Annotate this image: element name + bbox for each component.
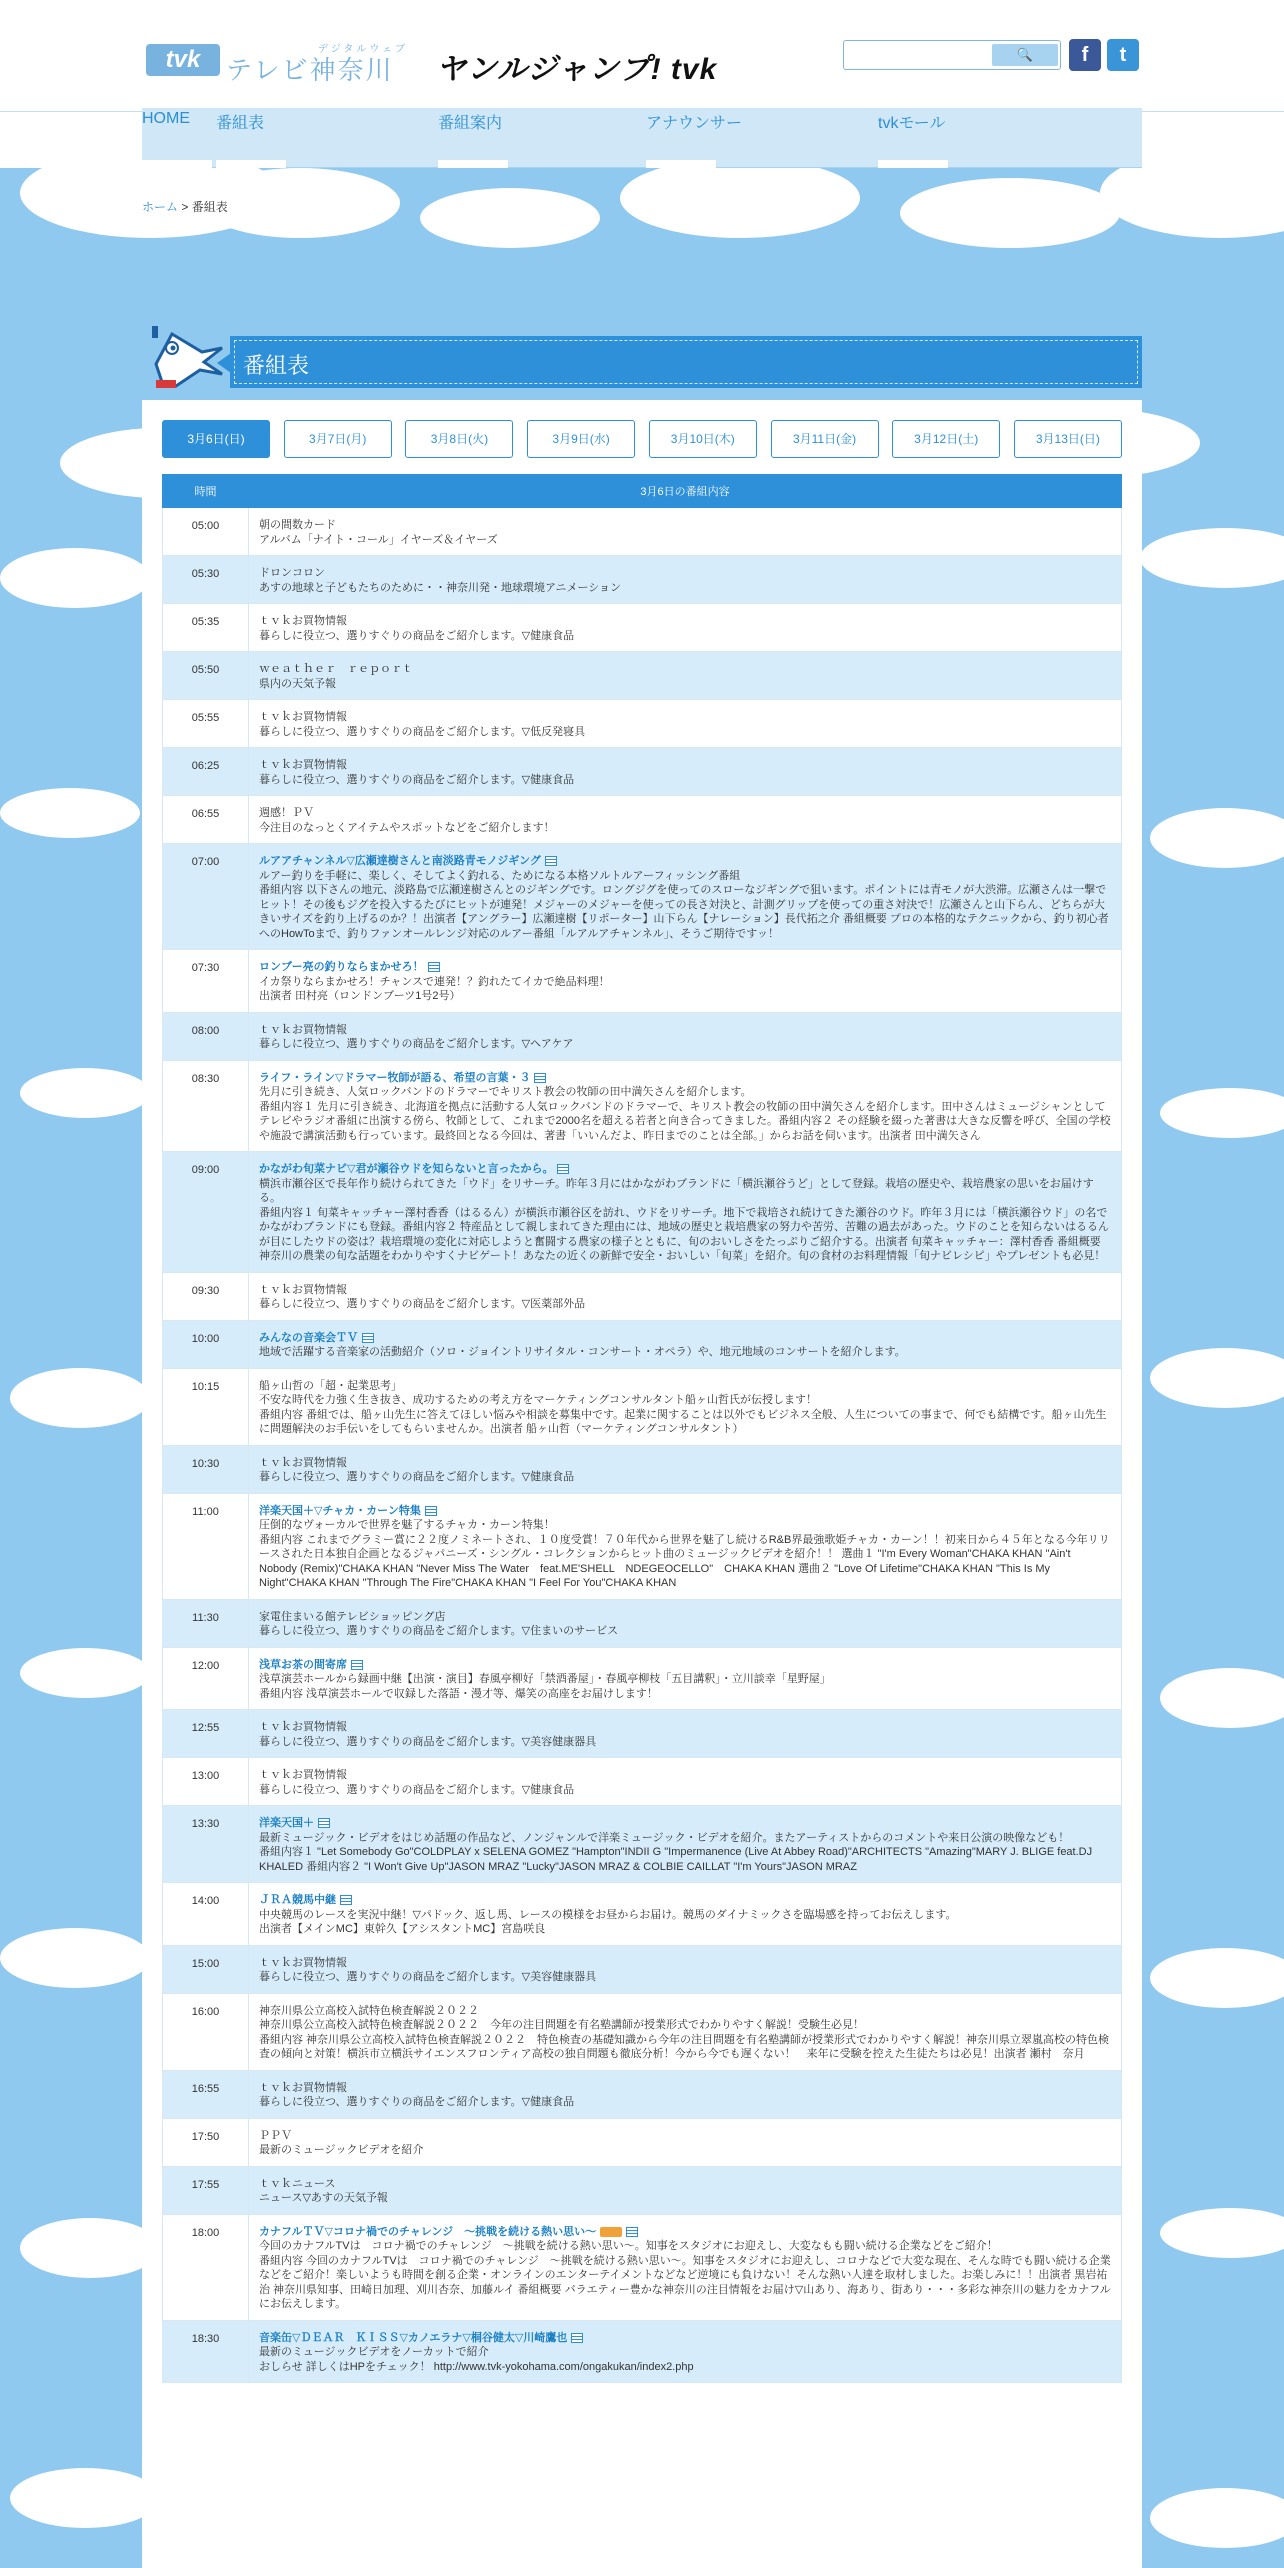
program-content	[249, 2214, 1122, 2320]
cloud-decoration	[1150, 1948, 1284, 2008]
program-content	[249, 1758, 1122, 1806]
program-title-text: カナフルＴＶ▽コロナ禍でのチャレンジ ～挑戦を続ける熱い思い～	[259, 2225, 597, 2238]
program-title	[259, 1720, 1111, 1735]
program-title-text: ｔｖｋお買物情報	[259, 2081, 347, 2094]
cloud-decoration	[900, 178, 1120, 248]
program-title	[259, 758, 1111, 773]
program-time: 07:00	[163, 844, 249, 950]
program-time: 08:00	[163, 1012, 249, 1060]
cloud-decoration	[420, 188, 600, 248]
program-description: 暮らしに役立つ、選りすぐりの商品をご紹介します。▽美容健康器具	[259, 1971, 597, 1983]
program-description: 最新のミュージックビデオをノーカットで紹介 おしらせ 詳しくはHPをチェック！ http://www.tvk-yokohama.com/ongakukan/index2.php	[259, 2346, 694, 2373]
program-time: 10:30	[163, 1445, 249, 1493]
program-time: 17:50	[163, 2118, 249, 2166]
program-time: 06:55	[163, 796, 249, 844]
breadcrumb-current: 番組表	[191, 200, 228, 214]
program-content	[249, 950, 1122, 1013]
program-description: ルアー釣りを手軽に、楽しく、そしてよく釣れる、ためになる本格ソルトルアーフィッシング番組 番組内容 以下さんの地元、淡路島で広瀬達樹さんとのジギングです。ロングジグを使ってのスローなジギングで狙います。ポイントには青モノが大渋滞。広瀬さんは一撃でヒット！その後もジグを投入するたびにヒットが連発！メジャーのメジャーを使っての長さ対決と、計測グリップを使っての重さ対決で！広瀬さんと山下らん、どちらが大きいサイズを釣り上げるのか？！出演者【アングラー】広瀬達樹【リポーター】山下らん【ナレーション】長代拓之介 番組概要 プロの本格的なテクニックから、釣り初心者へのHowToまで、釣りファンオールレンジ対応のルアー番組「ルアルアチャンネル」、そうご期待ですッ！	[259, 869, 1109, 940]
program-row	[163, 2070, 1122, 2118]
program-time: 18:00	[163, 2214, 249, 2320]
cloud-decoration	[1160, 2208, 1284, 2258]
program-title-text: ｔｖｋお買物情報	[259, 1769, 347, 1781]
program-row	[163, 2166, 1122, 2214]
cloud-decoration	[20, 1648, 150, 1698]
program-title-text: 週感！ＰＶ	[259, 807, 314, 819]
caption-icon	[626, 2227, 638, 2237]
program-content	[249, 2320, 1122, 2383]
program-time: 09:30	[163, 1272, 249, 1320]
cloud-decoration	[200, 168, 400, 238]
program-title[interactable]	[259, 2225, 1111, 2240]
program-content	[249, 1993, 1122, 2070]
program-row	[163, 2320, 1122, 2383]
facebook-icon[interactable]: f	[1069, 39, 1101, 71]
program-row	[163, 1493, 1122, 1599]
program-title[interactable]	[259, 960, 1111, 975]
tab-date[interactable]: 3月6日(日)	[162, 420, 270, 458]
program-time: 05:30	[163, 556, 249, 604]
program-row	[163, 748, 1122, 796]
program-row	[163, 652, 1122, 700]
cloud-decoration	[1140, 528, 1284, 588]
program-content	[249, 1272, 1122, 1320]
program-title	[259, 614, 1111, 629]
page-title: 番組表	[243, 353, 310, 378]
program-title-text: ＰＰＶ	[259, 2129, 292, 2142]
program-title-text: ｔｖｋお買物情報	[259, 1721, 347, 1733]
program-title	[259, 2004, 1111, 2019]
program-title[interactable]	[259, 1816, 1111, 1831]
tv-kanagawa-logo[interactable]: テレビ神奈川	[226, 55, 394, 85]
program-title	[259, 518, 1111, 533]
program-title-text: 朝の間数カード	[259, 519, 336, 531]
program-description: 最新のミュージックビデオを紹介	[259, 2144, 424, 2156]
caption-icon	[425, 1506, 437, 1516]
yanru-jump-logo[interactable]: ヤンルジャンプ! tvk	[436, 53, 718, 86]
program-description: 神奈川県公立高校入試特色検査解説２０２２ 今年の注目問題を有名塾講師が授業形式でわかりやすく解説！受験生必見！ 番組内容 神奈川県公立高校入試特色検査解説２０２２ 特色検査の基礎知識から今年の注目問題を有名塾講師が授業形式でわかりやすく解説！神奈川県立翠嵐高校の特色検査の傾向と対策！横浜市立横浜サイエンスフロンティア高校の独自問題も徹底分析！今から今でも遅くない！ 来年に受験を控えた生徒たちは必見！出演者 瀬村 奈月	[259, 2019, 1110, 2060]
program-time: 12:55	[163, 1710, 249, 1758]
program-row	[163, 604, 1122, 652]
program-row	[163, 1993, 1122, 2070]
tab-date[interactable]: 3月8日(火)	[405, 420, 513, 458]
program-content	[249, 1647, 1122, 1710]
nav-program-info[interactable]: 番組案内	[438, 108, 502, 168]
program-title[interactable]	[259, 854, 1111, 869]
kappa-mascot-icon	[142, 324, 224, 394]
breadcrumb-separator: >	[178, 200, 192, 214]
search-box	[843, 40, 1061, 70]
cloud-decoration	[1150, 808, 1284, 868]
tab-date[interactable]: 3月7日(月)	[284, 420, 392, 458]
program-time: 11:30	[163, 1599, 249, 1647]
program-content	[249, 1493, 1122, 1599]
program-row	[163, 1060, 1122, 1152]
caption-icon	[351, 1660, 363, 1670]
program-title-text: ｔｖｋお買物情報	[259, 759, 347, 771]
program-row	[163, 556, 1122, 604]
caption-icon	[340, 1895, 352, 1905]
program-time: 17:55	[163, 2166, 249, 2214]
program-time: 11:00	[163, 1493, 249, 1599]
program-title[interactable]	[259, 1893, 1111, 1908]
program-time: 08:30	[163, 1060, 249, 1152]
program-description: 暮らしに役立つ、選りすぐりの商品をご紹介します。▽住まいのサービス	[259, 1625, 619, 1637]
program-title-text: みんなの音楽会ＴＶ	[259, 1331, 358, 1344]
search-button[interactable]	[992, 44, 1058, 66]
tab-date[interactable]: 3月13日(日)	[1014, 420, 1122, 458]
cloud-decoration	[1100, 168, 1284, 238]
content-header: 3月6日の番組内容	[249, 475, 1122, 508]
program-title-text: ｔｖｋお買物情報	[259, 615, 347, 627]
program-time: 12:00	[163, 1647, 249, 1710]
caption-icon	[557, 1164, 569, 1174]
program-description: 今注目のなっとくアイテムやスポットなどをご紹介します！	[259, 821, 555, 834]
program-row	[163, 2214, 1122, 2320]
program-description: ニュース▽あすの天気予報	[259, 2192, 388, 2204]
program-title-text: 神奈川県公立高校入試特色検査解説２０２２	[259, 2004, 479, 2017]
schedule-panel	[142, 400, 1142, 2568]
program-row	[163, 1945, 1122, 1993]
cloud-decoration	[1160, 1088, 1284, 1138]
program-title[interactable]	[259, 1071, 1111, 1086]
program-row	[163, 1368, 1122, 1445]
program-title-text: ライフ・ライン▽ドラマー牧師が語る、希望の言葉・３	[259, 1071, 531, 1084]
program-title	[259, 662, 1111, 677]
program-description: 暮らしに役立つ、選りすぐりの商品をご紹介します。▽低反発寝具	[259, 725, 586, 738]
program-title-text: ドロンコロン	[259, 567, 325, 579]
program-title-text: 家電住まいる館テレビショッピング店	[259, 1610, 446, 1623]
program-row	[163, 1599, 1122, 1647]
program-content	[249, 1883, 1122, 1946]
program-title-text: 浅草お茶の間寄席	[259, 1658, 347, 1671]
program-row	[163, 1883, 1122, 1946]
program-content	[249, 604, 1122, 652]
program-row	[163, 2118, 1122, 2166]
tab-date[interactable]: 3月9日(水)	[527, 420, 635, 458]
program-row	[163, 1272, 1122, 1320]
program-title	[259, 2081, 1111, 2096]
program-content	[249, 1060, 1122, 1152]
breadcrumb	[142, 198, 228, 215]
program-row	[163, 1445, 1122, 1493]
program-title	[259, 1023, 1111, 1038]
program-description: 暮らしに役立つ、選りすぐりの商品をご紹介します。▽健康食品	[259, 1471, 575, 1483]
program-title-text: ロンブー亮の釣りならまかせろ！	[259, 961, 424, 973]
program-title-text: かながわ旬菜ナビ▽君が瀬谷ウドを知らないと言ったから。	[259, 1163, 554, 1175]
search-icon: 🔍	[1016, 47, 1034, 62]
cloud-decoration	[0, 788, 140, 838]
program-title	[259, 806, 1111, 821]
nav-home[interactable]: HOME	[142, 108, 190, 168]
program-title	[259, 710, 1111, 725]
program-description: 横浜市瀬谷区で長年作り続けられてきた「ウド」をリサーチ。昨年３月にはかながわブランドに「横浜瀬谷うど」として登録。栽培の歴史や、栽培農家の思いをお届けする。 番組内容１ 旬菜キャッチャー澤村香香（はるるん）が横浜市瀬谷区を訪れ、ウドをリサーチ。地下で栽培され続けてきた瀬谷のウド。昨年３月には「横浜瀬谷ウド」の名でかながわブランドにも登録。番組内容２ 特産品として親しまれてきた理由には、地域の歴史と栽培農家の努力や苦労、苦難の過去があった。ウドのことを知らないはるるんが目にしたウドの姿は？栽培環境の変化に対応しようと奮闘する農家の様子とともに、旬のおいしさをたっぷりご紹介する。出演者 旬菜キャッチャー：澤村香香 番組概要 神奈川の農業の旬な話題をわかりやすくナビゲート！あなたの近くの新鮮で安全・おいしい「旬菜」を紹介。旬の食材のお料理情報「旬ナビレシピ」やプレゼントも必見！	[259, 1177, 1109, 1262]
data-broadcast-icon	[600, 2227, 622, 2237]
program-description: 暮らしに役立つ、選りすぐりの商品をご紹介します。▽美容健康器具	[259, 1735, 597, 1748]
cloud-decoration	[1150, 1348, 1284, 1408]
caption-icon	[428, 962, 440, 972]
program-time: 16:00	[163, 1993, 249, 2070]
program-time: 13:30	[163, 1806, 249, 1883]
caption-icon	[362, 1333, 374, 1343]
program-time: 18:30	[163, 2320, 249, 2383]
program-title-text: ＪＲＡ競馬中継	[259, 1894, 336, 1906]
program-row	[163, 1806, 1122, 1883]
time-header: 時間	[163, 475, 249, 508]
cloud-decoration	[1150, 2488, 1284, 2548]
title-bar	[230, 336, 1142, 388]
program-title[interactable]	[259, 1162, 1111, 1177]
program-description: 先月に引き続き、人気ロックバンドのドラマーでキリスト教会の牧師の田中満矢さんを紹介します。 番組内容１ 先月に引き続き、北海道を拠点に活動する人気ロックバンドのドラマーで、キリスト教会の牧師の田中満矢さんを紹介します。田中さんはミュージシャンとしてテレビやラジオ番組に出演する傍ら、牧師として、これまで2000名を超える若者と向き合ってきました。番組内容２ その経験を綴った著書は大きな反響を呼び、全国の学校や施設で講演活動も行っています。最終回となる今回は、著書「いいんだよ、昨日までのことは全部。」からお話を伺います。出演者 田中満矢さん	[259, 1086, 1111, 1142]
program-time: 05:50	[163, 652, 249, 700]
program-description: あすの地球と子どもたちのために・・神奈川発・地球環境アニメーション	[259, 581, 622, 594]
program-title	[259, 566, 1111, 581]
program-time: 05:35	[163, 604, 249, 652]
program-title-text: ｔｖｋお買物情報	[259, 1456, 347, 1469]
program-title-text: ｔｖｋお買物情報	[259, 711, 347, 723]
program-description: イカ祭りならまかせろ！チャンスで連発！？釣れたてイカで絶品料理！ 出演者 田村亮（ロンドンブーツ1号2号）	[259, 975, 610, 1002]
program-content	[249, 1806, 1122, 1883]
twitter-icon[interactable]: t	[1107, 39, 1139, 71]
tab-date[interactable]: 3月11日(金)	[771, 420, 879, 458]
cloud-decoration	[1160, 1668, 1284, 1728]
main-nav	[142, 108, 1142, 168]
program-time: 05:00	[163, 508, 249, 556]
cloud-decoration	[20, 1068, 150, 1118]
program-content	[249, 2166, 1122, 2214]
program-row	[163, 950, 1122, 1013]
caption-icon	[534, 1073, 546, 1083]
program-description: 県内の天気予報	[259, 677, 336, 690]
program-row	[163, 1710, 1122, 1758]
program-content	[249, 556, 1122, 604]
program-description: 暮らしに役立つ、選りすぐりの商品をご紹介します。▽ヘアケア	[259, 1038, 574, 1050]
nav-tvk-mall[interactable]: tvkモール	[878, 108, 946, 168]
program-title[interactable]	[259, 1331, 1111, 1346]
program-time: 13:00	[163, 1758, 249, 1806]
program-description: 浅草演芸ホールから録画中継【出演・演目】春風亭柳好「禁酒番屋」・春風亭柳枝「五目講釈」・立川談幸「星野屋」 番組内容 浅草演芸ホールで収録した落語・漫才等、爆笑の高座をお届けします！	[259, 1673, 831, 1700]
caption-icon	[318, 1818, 330, 1828]
program-title-text: ｔｖｋお買物情報	[259, 1283, 347, 1296]
program-description: 地域で活躍する音楽家の活動紹介（ソロ・ジョイントリサイタル・コンサート・オペラ）や、地元地域のコンサートを紹介します。	[259, 1346, 906, 1358]
program-content	[249, 1945, 1122, 1993]
program-time: 14:00	[163, 1883, 249, 1946]
site-header	[0, 0, 1284, 112]
program-title	[259, 1956, 1111, 1971]
program-time: 16:55	[163, 2070, 249, 2118]
program-content	[249, 2118, 1122, 2166]
program-title	[259, 1768, 1111, 1783]
program-row	[163, 796, 1122, 844]
program-title-text: ｔｖｋお買物情報	[259, 1956, 347, 1969]
cloud-decoration	[20, 2218, 160, 2278]
program-description: 最新ミュージック・ビデオをはじめ話題の作品など、ノンジャンルで洋楽ミュージック・ビデオを紹介。またアーティストからのコメントや来日公演の映像なども！ 番組内容１ "Let Somebody Go"COLDPLAY x SELENA GOMEZ "Hampton"INDII G "Impermanence (Live At Abbey Road)"ARCHITECTS "Amazing"MARY J. BLIGE feat.DJ KHALED 番組内容２ "I Won't Give Up"JASON MRAZ "Lucky"JASON MRAZ & COLBIE CAILLAT "I'm Yours"JASON MRAZ	[259, 1831, 1093, 1873]
program-row	[163, 1152, 1122, 1273]
program-title-text: ルアアチャンネル▽広瀬達樹さんと南淡路青モノジギング	[259, 855, 541, 867]
breadcrumb-home[interactable]: ホーム	[142, 200, 179, 214]
program-time: 09:00	[163, 1152, 249, 1273]
cloud-decoration	[10, 2468, 160, 2528]
program-description: 不安な時代を力強く生き抜き、成功するための考え方をマーケティングコンサルタント船ヶ山哲氏が伝授します！ 番組内容 番組では、船ヶ山先生に答えてほしい悩みや相談を募集中です。起業に関することは以外でもビジネス全般、人生についての事まで、何でも結構です。船ヶ山先生に問題解決のお手伝いをしてもらいませんか。出演者 船ヶ山哲（マーケティングコンサルタント）	[259, 1394, 1107, 1435]
page-title-area	[142, 324, 1142, 394]
program-description: 暮らしに役立つ、選りすぐりの商品をご紹介します。▽健康食品	[259, 1783, 575, 1796]
program-content	[249, 844, 1122, 950]
program-title-text: ｗｅａｔｈｅｒ ｒｅｐｏｒｔ	[259, 663, 413, 675]
program-time: 10:00	[163, 1320, 249, 1368]
program-row	[163, 844, 1122, 950]
program-content	[249, 1710, 1122, 1758]
program-row	[163, 508, 1122, 556]
program-title	[259, 1610, 1111, 1625]
program-description: 中央競馬のレースを実況中継！▽パドック、返し馬、レースの模様をお昼からお届け。競馬のダイナミックさを臨場感を持ってお伝えします。 出演者【メインMC】東幹久【アシスタントMC】宮島咲良	[259, 1908, 957, 1935]
nav-programs[interactable]: 番組表	[216, 108, 264, 168]
program-description: 圧倒的なヴォーカルで世界を魅了するチャカ・カーン特集！ 番組内容 これまでグラミー賞に２２度ノミネートされ、１０度受賞！７０年代から世界を魅了し続けるR&B界最強歌姫チャカ・カーン！！初来日から４５年となる今年リリースされた日本独自企画となるジャパニーズ・シングル・コレクションからヒット曲のミュージックビデオを紹介！！ 選曲１ "I'm Every Woman"CHAKA KHAN "Ain't Nobody (Remix)"CHAKA KHAN "Never Miss The Water feat.ME'SHELL NDEGEOCELLO" CHAKA KHAN 選曲２ "Love Of Lifetime"CHAKA KHAN "This Is My Night"CHAKA KHAN "Through The Fire"CHAKA KHAN "I Feel For You"CHAKA KHAN	[259, 1519, 1110, 1589]
cloud-decoration	[10, 1368, 150, 1428]
caption-icon	[571, 2333, 583, 2343]
date-tabs	[162, 420, 1122, 458]
program-title	[259, 2177, 1111, 2192]
schedule-table	[162, 474, 1122, 2383]
program-title-text: 音楽缶▽ＤＥＡＲ ＫＩＳＳ▽カノエラナ▽桐谷健太▽川崎鷹也	[259, 2331, 568, 2344]
program-content	[249, 1368, 1122, 1445]
program-time: 05:55	[163, 700, 249, 748]
search-input[interactable]	[846, 43, 990, 67]
program-description: 暮らしに役立つ、選りすぐりの商品をご紹介します。▽医薬部外品	[259, 1298, 586, 1310]
program-row	[163, 1758, 1122, 1806]
program-title	[259, 2129, 1111, 2144]
program-content	[249, 1445, 1122, 1493]
program-content	[249, 1599, 1122, 1647]
program-title[interactable]	[259, 2331, 1111, 2346]
nav-announcer[interactable]: アナウンサー	[646, 108, 742, 168]
program-title-text: 洋楽天国＋	[259, 1817, 314, 1829]
cloud-decoration	[0, 1928, 150, 1988]
tvk-logo[interactable]: tvk	[146, 44, 220, 76]
program-content	[249, 2070, 1122, 2118]
tab-date[interactable]: 3月10日(木)	[649, 420, 757, 458]
program-content	[249, 508, 1122, 556]
program-time: 07:30	[163, 950, 249, 1013]
program-description: 今回のカナフルTVは コロナ禍でのチャレンジ ～挑戦を続ける熱い思い～。知事をスタジオにお迎えし、大変なもも闘い続ける企業などをご紹介！ 番組内容 今回のカナフルTVは コロナ禍でのチャレンジ ～挑戦を続ける熱い思い～。知事をスタジオにお迎えし、コロナなどで大変な現在、そんな時でも闘い続ける企業などをご紹介！楽しいようも時間を創る企業・オンラインのエンターテイメントなどなど逆境にも負けない！そんな熱い人達を取材しました。お楽しみに！！出演者 黒岩祐治 神奈川県知事、田崎日加理、刈川杏奈、加藤ルイ 番組概要 バラエティー豊かな神奈川の注目情報をお届け▽山あり、海あり、街あり・・・多彩な神奈川の魅力をカナフルにお伝えします。	[259, 2240, 1111, 2310]
cloud-decoration	[0, 548, 150, 608]
cloud-decoration	[620, 168, 860, 238]
logo-subtitle: デジタルウェブ	[318, 44, 408, 55]
program-row	[163, 1012, 1122, 1060]
caption-icon	[545, 856, 557, 866]
program-content	[249, 1320, 1122, 1368]
program-title-text: 洋楽天国＋▽チャカ・カーン特集	[259, 1504, 421, 1517]
program-title[interactable]	[259, 1504, 1111, 1519]
program-content	[249, 700, 1122, 748]
program-description: 暮らしに役立つ、選りすぐりの商品をご紹介します。▽健康食品	[259, 629, 575, 642]
program-content	[249, 748, 1122, 796]
program-row	[163, 1320, 1122, 1368]
program-content	[249, 1012, 1122, 1060]
program-content	[249, 652, 1122, 700]
program-title-text: ｔｖｋニュース	[259, 2177, 336, 2190]
program-description: 暮らしに役立つ、選りすぐりの商品をご紹介します。▽健康食品	[259, 773, 575, 786]
program-time: 06:25	[163, 748, 249, 796]
program-time: 15:00	[163, 1945, 249, 1993]
program-title-text: ｔｖｋお買物情報	[259, 1023, 347, 1036]
program-row	[163, 700, 1122, 748]
program-content	[249, 796, 1122, 844]
program-description: アルバム「ナイト・コール」イヤーズ＆イヤーズ	[259, 533, 498, 546]
program-title[interactable]	[259, 1658, 1111, 1673]
tab-date[interactable]: 3月12日(土)	[892, 420, 1000, 458]
program-title	[259, 1379, 1111, 1394]
program-row	[163, 1647, 1122, 1710]
program-title	[259, 1456, 1111, 1471]
program-content	[249, 1152, 1122, 1273]
program-description: 暮らしに役立つ、選りすぐりの商品をご紹介します。▽健康食品	[259, 2096, 575, 2108]
program-title-text: 船ヶ山哲の「超・起業思考」	[259, 1379, 402, 1392]
program-title	[259, 1283, 1111, 1298]
program-time: 10:15	[163, 1368, 249, 1445]
